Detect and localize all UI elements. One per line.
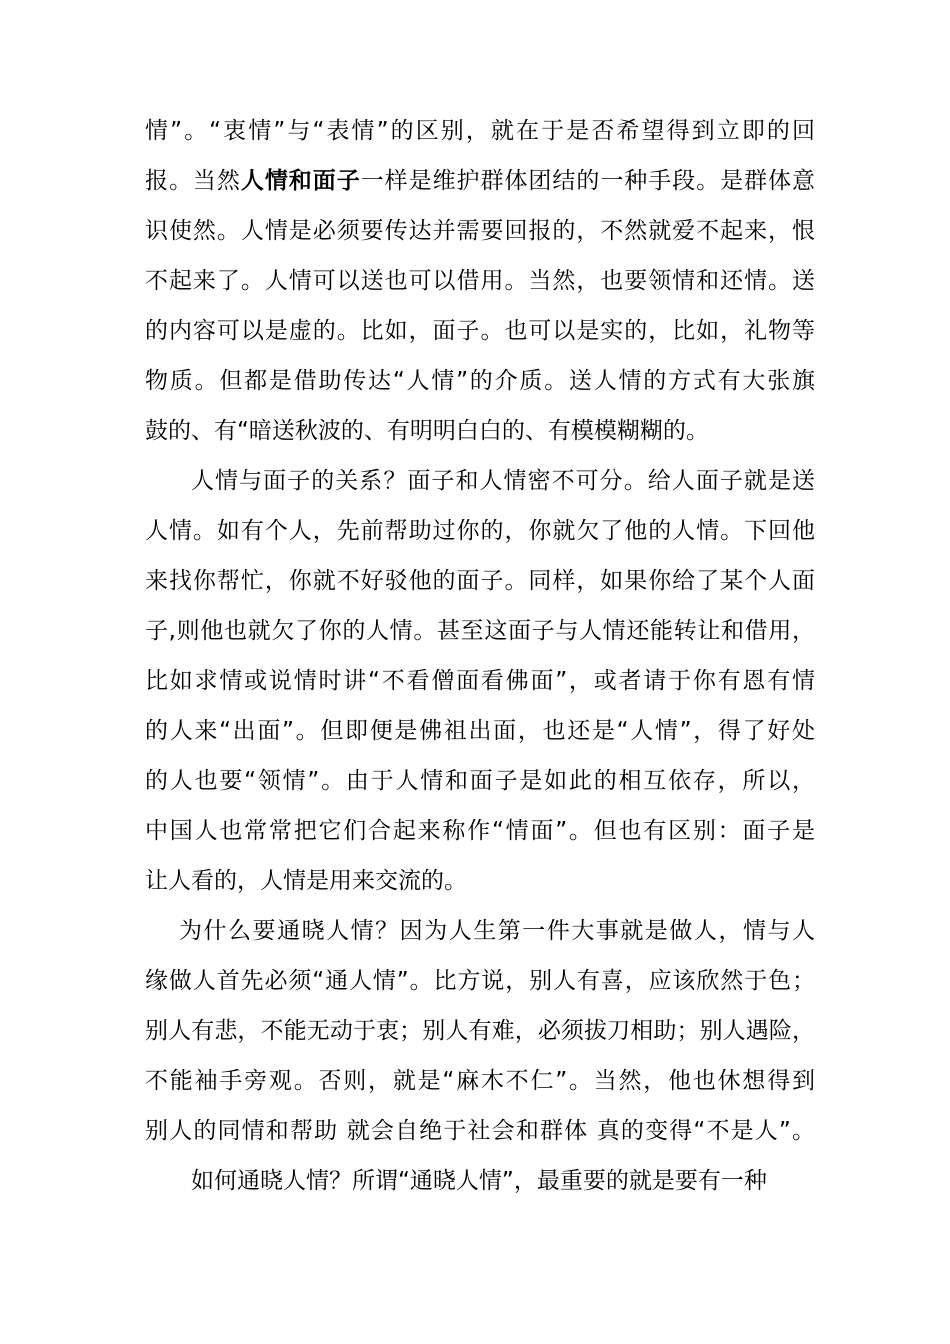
paragraph-3: [145, 906, 815, 1156]
text-line: 如何通晓人情？所谓“通晓人情”，最重要的就是要有一种: [191, 1168, 767, 1194]
text-line: 人情与面子的关系？面子和人情密不可分。给人面子就是送: [191, 468, 815, 494]
paragraph-4: [145, 1156, 815, 1206]
document-body: [145, 106, 815, 1206]
text-line: 的人也要“领情”。由于人情和面子是如此的相互依存，所以，: [145, 768, 815, 794]
text-line: 别人的同情和帮助 就会自绝于社会和群体 真的变得“不是人”。: [145, 1118, 815, 1144]
paragraph-2: [145, 456, 815, 906]
text-line: 别人有悲，不能无动于衷；别人有难，必须拔刀相助；别人遇险，: [145, 1018, 815, 1044]
text-line: 为什么要通晓人情？因为人生第一件大事就是做人，情与人: [179, 918, 815, 944]
text-line: 的人来“出面”。但即便是佛祖出面，也还是“人情”，得了好处: [145, 718, 815, 744]
text-line: 比如求情或说情时讲“不看僧面看佛面”，或者请于你有恩有情: [145, 668, 815, 694]
text-line: 报。当然人情和面子一样是维护群体团结的一种手段。是群体意: [145, 168, 816, 194]
text-line: 中国人也常常把它们合起来称作“情面”。但也有区别：面子是: [145, 818, 815, 844]
paragraph-1: [145, 106, 815, 456]
text-line: 情”。“衷情”与“表情”的区别，就在于是否希望得到立即的回: [145, 118, 815, 144]
text-line: 识使然。人情是必须要传达并需要回报的，不然就爱不起来，恨: [145, 218, 815, 244]
text-line: 来找你帮忙，你就不好驳他的面子。同样，如果你给了某个人面: [145, 568, 815, 594]
text-line: 不能袖手旁观。否则，就是“麻木不仁”。当然，他也休想得到: [145, 1068, 815, 1094]
text-line: 让人看的，人情是用来交流的。: [145, 868, 467, 894]
text-line: 鼓的、有“暗送秋波的、有明明白白的、有模模糊糊的。: [145, 418, 709, 444]
text-line: 人情。如有个人，先前帮助过你的，你就欠了他的人情。下回他: [145, 518, 815, 544]
text-line: 缘做人首先必须“通人情”。比方说，别人有喜，应该欣然于色；: [145, 968, 815, 994]
text-line: 的内容可以是虚的。比如，面子。也可以是实的，比如，礼物等: [145, 318, 815, 344]
text-line: 子,则他也就欠了你的人情。甚至这面子与人情还能转让和借用，: [145, 618, 815, 644]
text-line: 不起来了。人情可以送也可以借用。当然，也要领情和还情。送: [145, 268, 815, 294]
bold-phrase: 人情和面子: [240, 168, 361, 194]
text-line: 物质。但都是借助传达“人情”的介质。送人情的方式有大张旗: [145, 368, 815, 394]
